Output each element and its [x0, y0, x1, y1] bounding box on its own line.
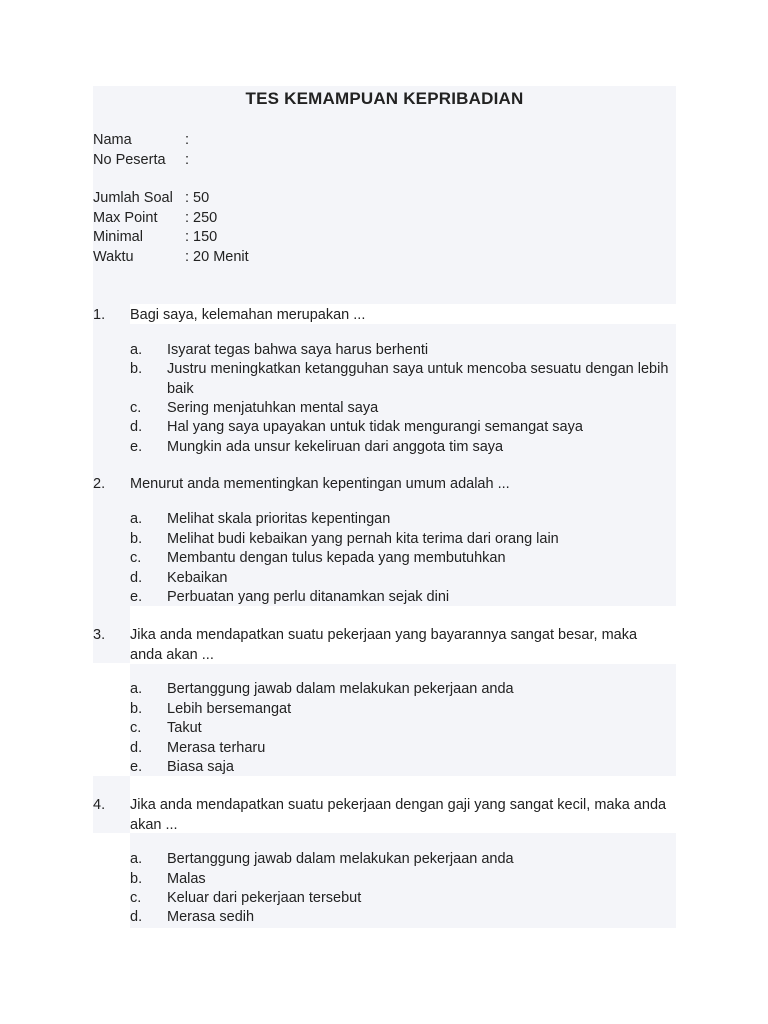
- option-text: Perbuatan yang perlu ditanamkan sejak dini: [167, 589, 450, 605]
- option-letter: c.: [130, 720, 142, 736]
- info-value: : 250: [185, 210, 218, 226]
- option-letter: b.: [130, 361, 143, 377]
- option-text: Merasa terharu: [167, 740, 266, 756]
- option-letter: b.: [130, 871, 143, 887]
- option-text: Mungkin ada unsur kekeliruan dari anggota tim saya: [167, 439, 504, 455]
- question-number: 3.: [93, 627, 106, 643]
- info-row-nama: [93, 130, 189, 150]
- info-key: Nama: [93, 132, 132, 148]
- option-letter: d.: [130, 740, 143, 756]
- info-key: Waktu: [93, 249, 134, 265]
- option-text: Lebih bersemangat: [167, 701, 292, 717]
- option-text: Biasa saja: [167, 759, 234, 775]
- option-text: Sering menjatuhkan mental saya: [167, 400, 379, 416]
- option-letter: d.: [130, 419, 143, 435]
- option-letter: e.: [130, 589, 143, 605]
- info-row-jumlah-soal: [93, 188, 209, 208]
- option-text: Kebaikan: [167, 570, 228, 586]
- option-text: Keluar dari pekerjaan tersebut: [167, 890, 362, 906]
- info-key: No Peserta: [93, 152, 166, 168]
- option-text: Justru meningkatkan ketangguhan saya untuk mencoba sesuatu dengan lebih baik: [167, 361, 669, 397]
- option-letter: a.: [130, 511, 143, 527]
- question-number: 4.: [93, 797, 106, 813]
- option-letter: b.: [130, 531, 143, 547]
- question-text: Bagi saya, kelemahan merupakan ...: [130, 307, 366, 323]
- info-value: :: [185, 132, 190, 148]
- info-row-waktu: [93, 247, 249, 267]
- question-text: Jika anda mendapatkan suatu pekerjaan yang bayarannya sangat besar, maka anda akan ...: [130, 627, 638, 663]
- option-text: Merasa sedih: [167, 909, 255, 925]
- option-text: Bertanggung jawab dalam melakukan pekerjaan anda: [167, 851, 514, 867]
- question-number: 1.: [93, 307, 106, 323]
- option-letter: b.: [130, 701, 143, 717]
- info-key: Minimal: [93, 229, 143, 245]
- option-letter: d.: [130, 909, 143, 925]
- option-letter: a.: [130, 681, 143, 697]
- option-text: Melihat budi kebaikan yang pernah kita terima dari orang lain: [167, 531, 559, 547]
- option-letter: c.: [130, 890, 142, 906]
- info-key: Max Point: [93, 210, 158, 226]
- info-row-max-point: [93, 208, 217, 228]
- option-text: Membantu dengan tulus kepada yang membutuhkan: [167, 550, 506, 566]
- info-value: : 150: [185, 229, 218, 245]
- option-text: Takut: [167, 720, 202, 736]
- option-letter: a.: [130, 342, 143, 358]
- question-number: 2.: [93, 476, 106, 492]
- document-title: TES KEMAMPUAN KEPRIBADIAN: [245, 89, 524, 108]
- question-text: Menurut anda mementingkan kepentingan umum adalah ...: [130, 476, 510, 492]
- option-letter: e.: [130, 759, 143, 775]
- page-background-q1-margin: [93, 304, 130, 456]
- option-letter: a.: [130, 851, 143, 867]
- info-value: : 50: [185, 190, 210, 206]
- option-letter: c.: [130, 550, 142, 566]
- info-value: : 20 Menit: [185, 249, 249, 265]
- info-value: :: [185, 152, 190, 168]
- info-row-minimal: [93, 227, 217, 247]
- option-text: Malas: [167, 871, 206, 887]
- info-row-no-peserta: [93, 150, 189, 170]
- option-text: Melihat skala prioritas kepentingan: [167, 511, 391, 527]
- option-letter: c.: [130, 400, 142, 416]
- info-key: Jumlah Soal: [93, 190, 173, 206]
- option-letter: e.: [130, 439, 143, 455]
- option-text: Bertanggung jawab dalam melakukan pekerjaan anda: [167, 681, 514, 697]
- question-text: Jika anda mendapatkan suatu pekerjaan dengan gaji yang sangat kecil, maka anda akan ...: [130, 797, 667, 833]
- option-text: Hal yang saya upayakan untuk tidak mengurangi semangat saya: [167, 419, 583, 435]
- option-text: Isyarat tegas bahwa saya harus berhenti: [167, 342, 429, 358]
- option-letter: d.: [130, 570, 143, 586]
